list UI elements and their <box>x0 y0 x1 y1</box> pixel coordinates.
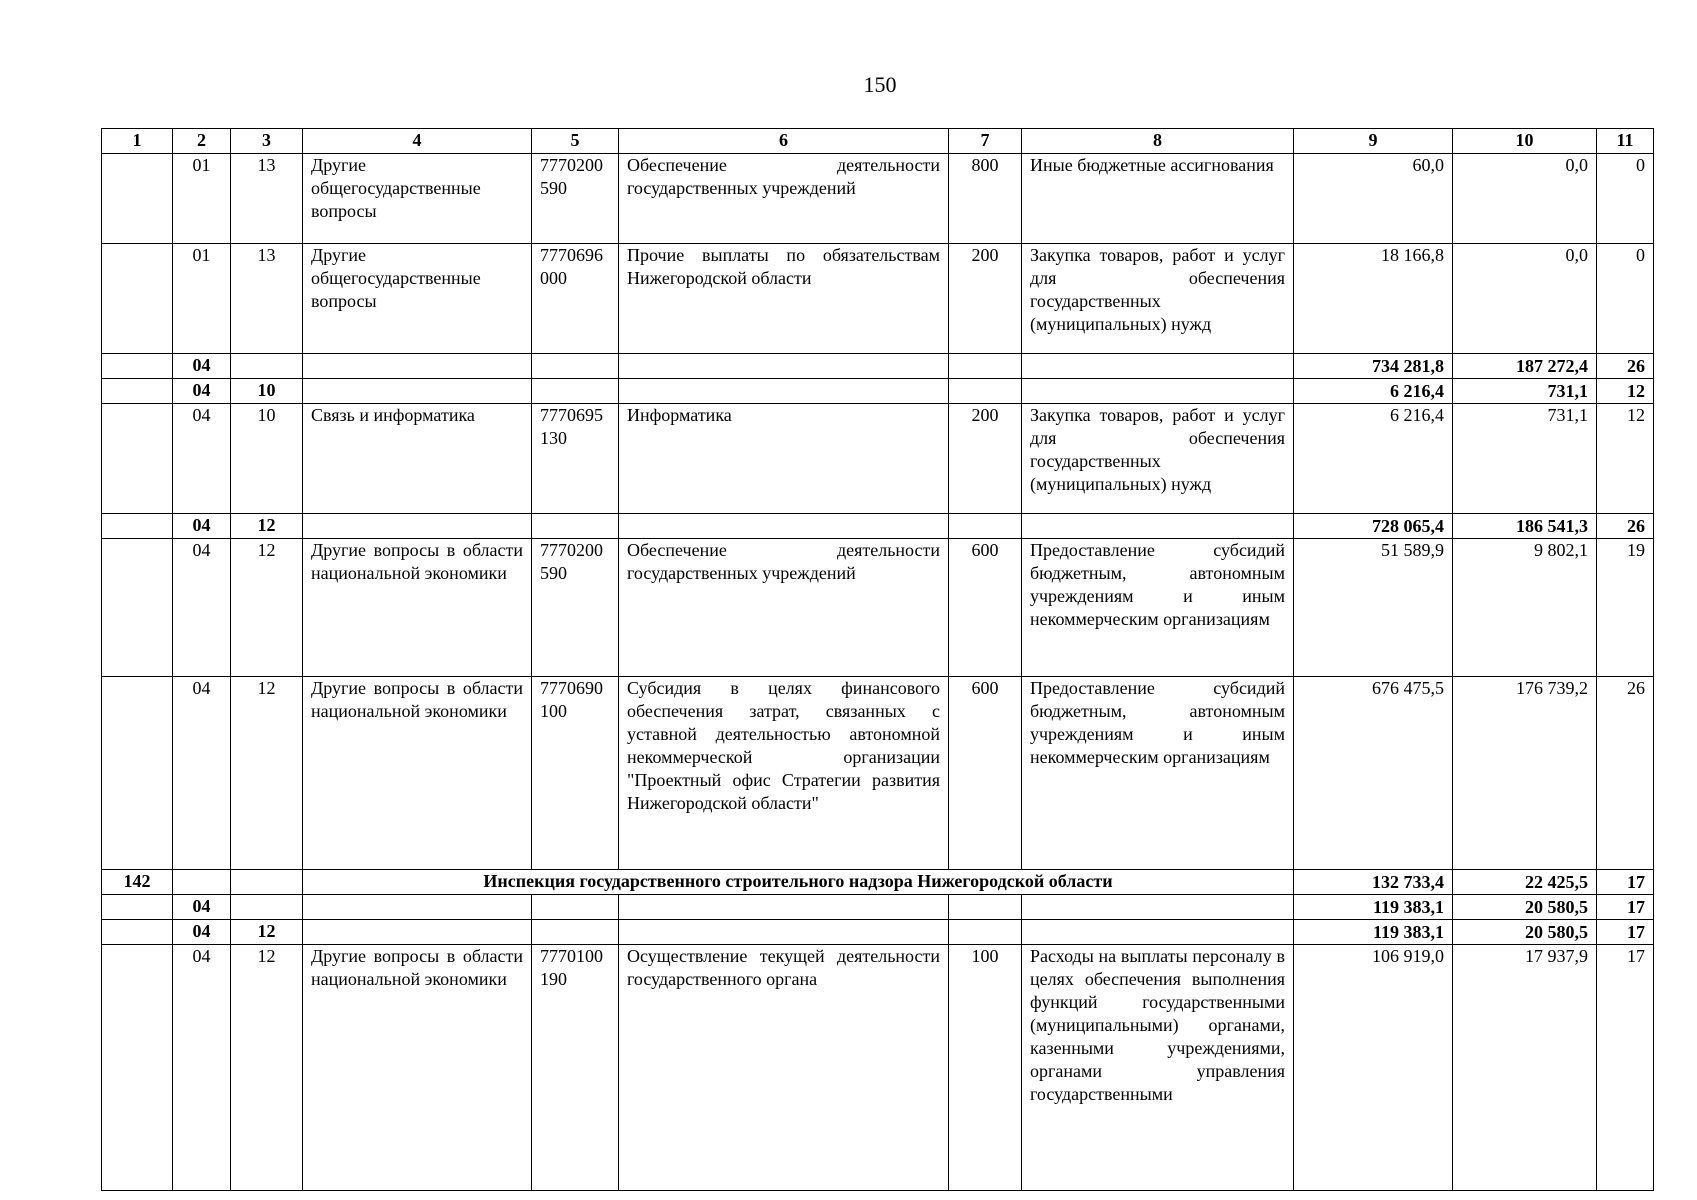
amount-cell: 132 733,4 <box>1294 870 1453 895</box>
percent-cell: 26 <box>1597 354 1654 379</box>
amount-cell: 119 383,1 <box>1294 895 1453 920</box>
section-code-cell: 04 <box>173 354 231 379</box>
amount-cell: 106 919,0 <box>1294 945 1453 1191</box>
subsection-code-cell: 12 <box>231 920 303 945</box>
amount-cell: 17 937,9 <box>1453 945 1597 1191</box>
section-code-cell: 04 <box>173 945 231 1191</box>
subsection-code-cell: 13 <box>231 244 303 354</box>
amount-cell: 6 216,4 <box>1294 404 1453 514</box>
column-header: 10 <box>1453 129 1597 154</box>
code-cell <box>102 379 173 404</box>
code-cell <box>102 895 173 920</box>
table-row <box>102 945 1654 1191</box>
subtotal-row <box>102 920 1654 945</box>
subtotal-row <box>102 514 1654 539</box>
empty-cell <box>303 514 532 539</box>
article-name-cell: Субсидия в целях финансового обеспечения затрат, связанных с уставной деятельностью автономной некоммерческой организации "Проектный офис Стратегии развития Нижегородской области" <box>619 677 949 870</box>
empty-cell <box>619 920 949 945</box>
expense-type-cell: 200 <box>949 404 1022 514</box>
section-code-cell: 04 <box>173 677 231 870</box>
empty-cell <box>303 920 532 945</box>
subsection-code-cell: 12 <box>231 945 303 1191</box>
subsection-code-cell: 13 <box>231 154 303 244</box>
code-cell: 142 <box>102 870 173 895</box>
code-cell <box>102 677 173 870</box>
section-name-cell: Другие вопросы в области национальной экономики <box>303 539 532 677</box>
section-code-cell: 04 <box>173 379 231 404</box>
amount-cell: 119 383,1 <box>1294 920 1453 945</box>
section-name-cell: Связь и информатика <box>303 404 532 514</box>
amount-cell: 731,1 <box>1453 404 1597 514</box>
percent-cell: 26 <box>1597 514 1654 539</box>
expense-type-cell: 600 <box>949 539 1022 677</box>
subtotal-row <box>102 379 1654 404</box>
expense-type-name-cell: Закупка товаров, работ и услуг для обеспечения государственных (муниципальных) нужд <box>1022 404 1294 514</box>
empty-cell <box>1022 354 1294 379</box>
empty-cell <box>949 354 1022 379</box>
section-code-cell: 04 <box>173 514 231 539</box>
column-header: 9 <box>1294 129 1453 154</box>
target-article-cell: 7770696000 <box>532 244 619 354</box>
percent-cell: 17 <box>1597 895 1654 920</box>
table-row <box>102 539 1654 677</box>
amount-cell: 728 065,4 <box>1294 514 1453 539</box>
section-name-cell: Другие вопросы в области национальной экономики <box>303 677 532 870</box>
column-header-row <box>102 129 1654 154</box>
table-row <box>102 244 1654 354</box>
column-header: 3 <box>231 129 303 154</box>
page-number: 150 <box>863 72 897 97</box>
code-cell <box>102 244 173 354</box>
empty-cell <box>532 514 619 539</box>
amount-cell: 60,0 <box>1294 154 1453 244</box>
empty-cell <box>1022 379 1294 404</box>
section-code-cell: 01 <box>173 244 231 354</box>
empty-cell <box>949 895 1022 920</box>
percent-cell: 26 <box>1597 677 1654 870</box>
empty-cell <box>949 514 1022 539</box>
article-name-cell: Обеспечение деятельности государственных учреждений <box>619 539 949 677</box>
percent-cell: 0 <box>1597 154 1654 244</box>
organization-row <box>102 870 1654 895</box>
amount-cell: 0,0 <box>1453 244 1597 354</box>
code-cell <box>102 945 173 1191</box>
expense-type-name-cell: Иные бюджетные ассигнования <box>1022 154 1294 244</box>
empty-cell <box>619 354 949 379</box>
amount-cell: 20 580,5 <box>1453 895 1597 920</box>
code-cell <box>102 514 173 539</box>
expense-type-name-cell: Расходы на выплаты персоналу в целях обеспечения выполнения функций государственными (муниципальными) органами, казенными учреждениями, органами управления государственными <box>1022 945 1294 1191</box>
section-code-cell: 04 <box>173 539 231 677</box>
amount-cell: 18 166,8 <box>1294 244 1453 354</box>
expense-type-name-cell: Закупка товаров, работ и услуг для обеспечения государственных (муниципальных) нужд <box>1022 244 1294 354</box>
empty-cell <box>303 379 532 404</box>
empty-cell <box>619 514 949 539</box>
subsection-code-cell: 10 <box>231 379 303 404</box>
amount-cell: 186 541,3 <box>1453 514 1597 539</box>
section-name-cell: Другие общегосударственные вопросы <box>303 244 532 354</box>
amount-cell: 9 802,1 <box>1453 539 1597 677</box>
empty-cell <box>532 895 619 920</box>
column-header: 5 <box>532 129 619 154</box>
amount-cell: 20 580,5 <box>1453 920 1597 945</box>
organization-title: Инспекция государственного строительного надзора Нижегородской области <box>303 870 1294 895</box>
percent-cell: 17 <box>1597 945 1654 1191</box>
expense-type-cell: 800 <box>949 154 1022 244</box>
column-header: 7 <box>949 129 1022 154</box>
subsection-code-cell: 10 <box>231 404 303 514</box>
subsection-code-cell <box>231 895 303 920</box>
subsection-code-cell: 12 <box>231 539 303 677</box>
percent-cell: 0 <box>1597 244 1654 354</box>
code-cell <box>173 870 231 895</box>
article-name-cell: Прочие выплаты по обязательствам Нижегородской области <box>619 244 949 354</box>
empty-cell <box>619 895 949 920</box>
column-header: 4 <box>303 129 532 154</box>
empty-cell <box>949 920 1022 945</box>
amount-cell: 731,1 <box>1453 379 1597 404</box>
article-name-cell: Информатика <box>619 404 949 514</box>
subsection-code-cell: 12 <box>231 514 303 539</box>
column-header: 1 <box>102 129 173 154</box>
table-row <box>102 154 1654 244</box>
empty-cell <box>303 895 532 920</box>
section-name-cell: Другие вопросы в области национальной экономики <box>303 945 532 1191</box>
budget-table <box>101 128 1654 1191</box>
amount-cell: 176 739,2 <box>1453 677 1597 870</box>
table-row <box>102 404 1654 514</box>
code-cell <box>231 870 303 895</box>
subtotal-row <box>102 895 1654 920</box>
code-cell <box>102 154 173 244</box>
target-article-cell: 7770200590 <box>532 154 619 244</box>
empty-cell <box>949 379 1022 404</box>
article-name-cell: Осуществление текущей деятельности государственного органа <box>619 945 949 1191</box>
percent-cell: 12 <box>1597 404 1654 514</box>
percent-cell: 19 <box>1597 539 1654 677</box>
expense-type-name-cell: Предоставление субсидий бюджетным, автономным учреждениям и иным некоммерческим организациям <box>1022 677 1294 870</box>
empty-cell <box>1022 895 1294 920</box>
code-cell <box>102 539 173 677</box>
section-code-cell: 04 <box>173 920 231 945</box>
amount-cell: 676 475,5 <box>1294 677 1453 870</box>
percent-cell: 17 <box>1597 920 1654 945</box>
code-cell <box>102 404 173 514</box>
target-article-cell: 7770690100 <box>532 677 619 870</box>
column-header: 2 <box>173 129 231 154</box>
percent-cell: 17 <box>1597 870 1654 895</box>
section-code-cell: 04 <box>173 895 231 920</box>
amount-cell: 51 589,9 <box>1294 539 1453 677</box>
section-code-cell: 04 <box>173 404 231 514</box>
amount-cell: 6 216,4 <box>1294 379 1453 404</box>
empty-cell <box>532 379 619 404</box>
expense-type-cell: 200 <box>949 244 1022 354</box>
empty-cell <box>1022 920 1294 945</box>
amount-cell: 0,0 <box>1453 154 1597 244</box>
empty-cell <box>532 920 619 945</box>
target-article-cell: 7770100190 <box>532 945 619 1191</box>
subsection-code-cell <box>231 354 303 379</box>
article-name-cell: Обеспечение деятельности государственных учреждений <box>619 154 949 244</box>
column-header: 6 <box>619 129 949 154</box>
expense-type-cell: 600 <box>949 677 1022 870</box>
empty-cell <box>532 354 619 379</box>
column-header: 11 <box>1597 129 1654 154</box>
expense-type-name-cell: Предоставление субсидий бюджетным, автономным учреждениям и иным некоммерческим организациям <box>1022 539 1294 677</box>
section-code-cell: 01 <box>173 154 231 244</box>
column-header: 8 <box>1022 129 1294 154</box>
code-cell <box>102 354 173 379</box>
subtotal-row <box>102 354 1654 379</box>
target-article-cell: 7770695130 <box>532 404 619 514</box>
percent-cell: 12 <box>1597 379 1654 404</box>
subsection-code-cell: 12 <box>231 677 303 870</box>
table-row <box>102 677 1654 870</box>
target-article-cell: 7770200590 <box>532 539 619 677</box>
amount-cell: 22 425,5 <box>1453 870 1597 895</box>
section-name-cell: Другие общегосударственные вопросы <box>303 154 532 244</box>
amount-cell: 187 272,4 <box>1453 354 1597 379</box>
code-cell <box>102 920 173 945</box>
expense-type-cell: 100 <box>949 945 1022 1191</box>
empty-cell <box>303 354 532 379</box>
empty-cell <box>1022 514 1294 539</box>
empty-cell <box>619 379 949 404</box>
amount-cell: 734 281,8 <box>1294 354 1453 379</box>
